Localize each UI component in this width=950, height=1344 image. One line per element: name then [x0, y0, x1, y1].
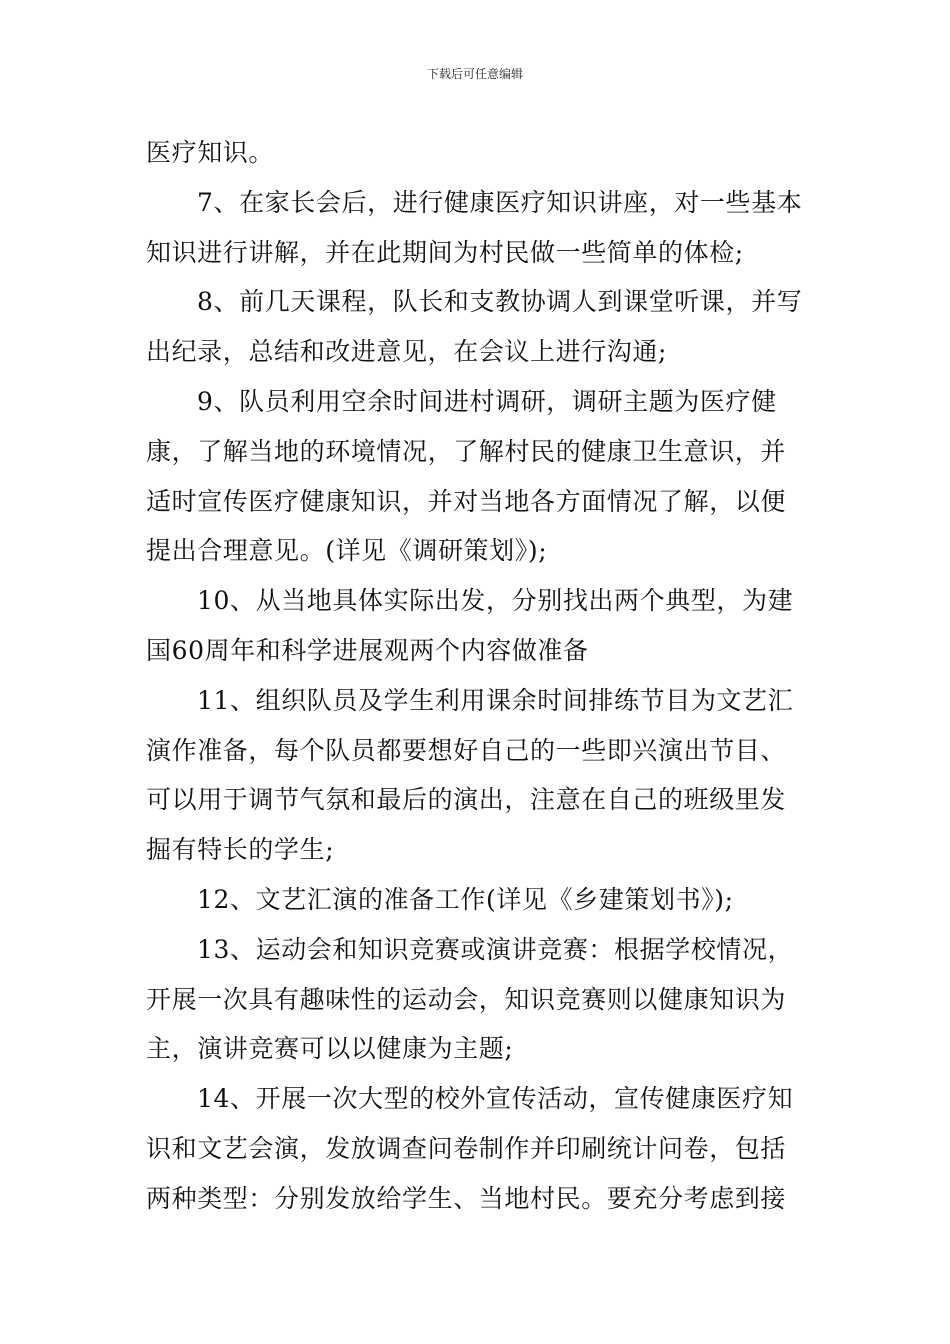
paragraph-item-11: 11、组织队员及学生利用课余时间排练节目为文艺汇演作准备，每个队员都要想好自己的一些即兴演出节目、可以用于调节气氛和最后的演出，注意在自己的班级里发掘有特长的学生; [146, 685, 794, 865]
paragraph-item-14: 14、开展一次大型的校外宣传活动，宣传健康医疗知识和文艺会演，发放调查问卷制作并印刷统计问卷，包括两种类型：分别发放给学生、当地村民。要充分考虑到接 [146, 1084, 794, 1213]
paragraph-item-13: 13、运动会和知识竞赛或演讲竞赛：根据学校情况，开展一次具有趣味性的运动会，知识竞赛则以健康知识为主，演讲竞赛可以以健康为主题; [146, 934, 794, 1064]
paragraph-item-10: 10、从当地具体实际出发，分别找出两个典型，为建国60周年和科学进展观两个内容做准备 [146, 586, 794, 665]
document-body [146, 128, 806, 1224]
paragraph-item-9: 9、队员利用空余时间进村调研，调研主题为医疗健康，了解当地的环境情况，了解村民的健康卫生意识，并适时宣传医疗健康知识，并对当地各方面情况了解，以便提出合理意见。(详见《调研策划》); [146, 386, 787, 566]
paragraph-continuation: 医疗知识。 [146, 138, 275, 167]
page-header: 下载后可任意编辑 [426, 67, 523, 81]
paragraph-item-12: 12、文艺汇演的准备工作(详见《乡建策划书》); [197, 884, 734, 914]
paragraph-item-7: 7、在家长会后，进行健康医疗知识讲座，对一些基本知识进行讲解，并在此期间为村民做一些简单的体检; [146, 187, 803, 267]
paragraph-item-8: 8、前几天课程，队长和支教协调人到课堂听课，并写出纪录，总结和改进意见，在会议上进行沟通; [146, 287, 803, 367]
